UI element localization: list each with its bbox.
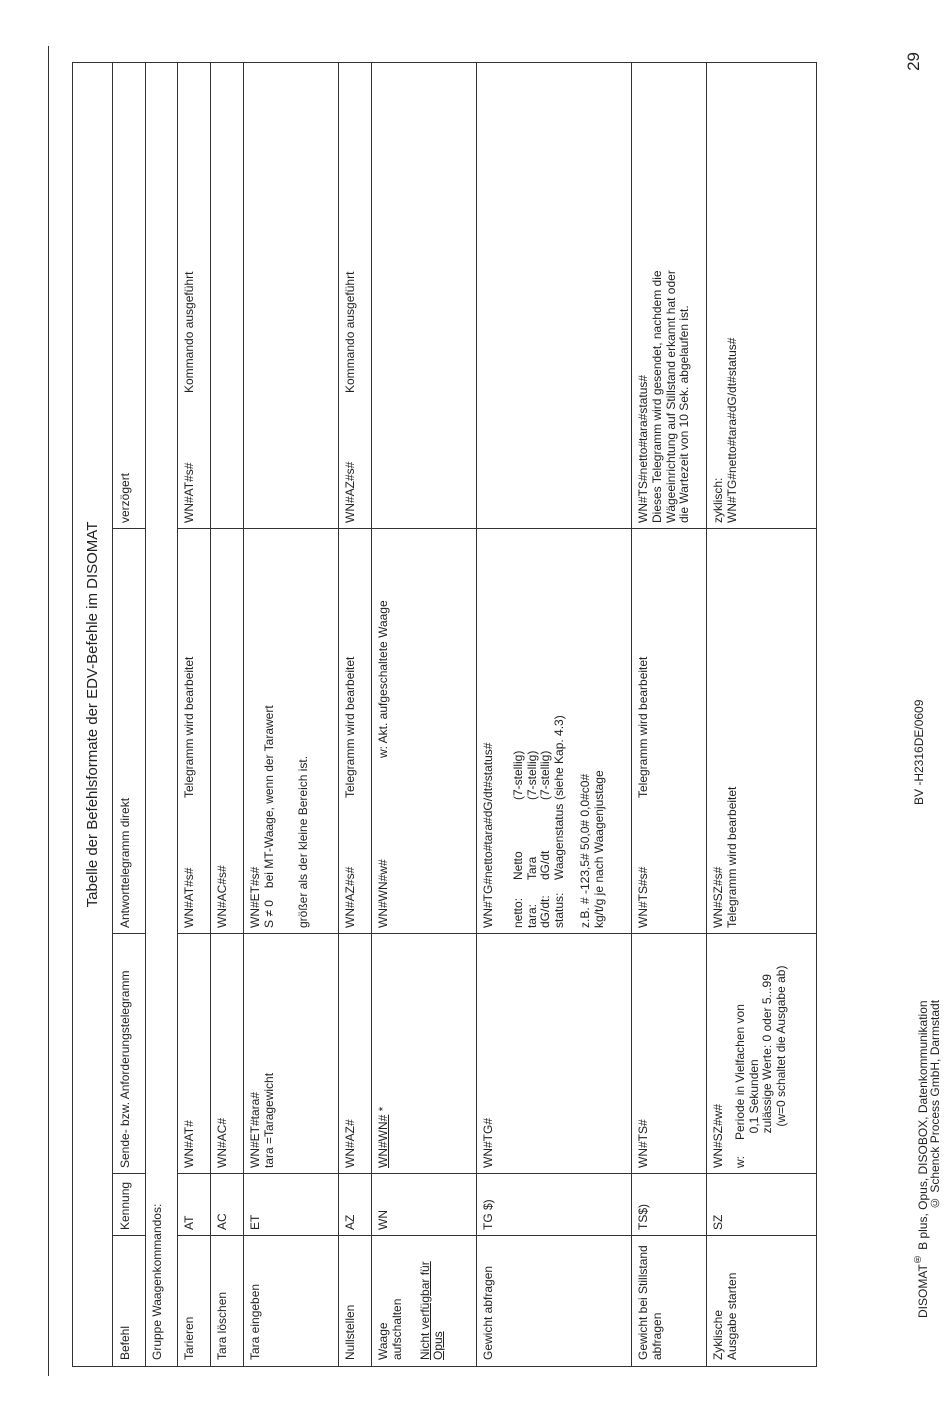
- direkt-et-1: WN#ET#s#: [248, 866, 262, 928]
- sende-tg: WN#TG#: [481, 1117, 495, 1168]
- sende-et-2: tara =Taragewicht: [261, 1072, 276, 1168]
- sende-wn-star: *: [376, 1106, 390, 1115]
- row-divider: [631, 63, 632, 1366]
- cell-direkt: [637, 535, 651, 928]
- cell-kennung: [377, 1180, 391, 1230]
- group-row: [151, 960, 165, 1360]
- cell-befehl: [712, 1242, 740, 1360]
- sende-sz-w2: 0,1 Sekunden: [746, 1059, 761, 1134]
- cell-sende: [482, 940, 496, 1168]
- field-note: (7-stellig): [510, 750, 525, 800]
- row-divider: [371, 63, 372, 1366]
- sende-sz-w4: (w=0 schaltet die Ausgabe ab): [774, 965, 789, 1127]
- grid: [112, 62, 817, 1367]
- kennung-ts: TS$): [636, 1203, 650, 1230]
- kennung-sz: SZ: [711, 1214, 725, 1230]
- cell-kennung: [482, 1180, 496, 1230]
- verz-note-at: Kommando ausgeführt: [182, 271, 196, 393]
- sende-sz: WN#SZ#w#: [711, 1103, 725, 1168]
- row-divider: [706, 63, 707, 1366]
- cell-befehl: [183, 1242, 197, 1360]
- sende-sz-w: w:: [732, 1156, 747, 1168]
- cell-befehl: [482, 1242, 496, 1360]
- sende-wn: WN#WN#: [376, 1114, 390, 1168]
- cell-verz: [183, 69, 197, 523]
- sende-at: WN#AT#: [182, 1120, 196, 1168]
- direkt-tg-ex1: z.B. # -123,5# 50,0# 0,0#c0#: [577, 773, 592, 928]
- field-val: dG/dt: [538, 850, 553, 880]
- header-antwort: Antworttelegramm direkt: [118, 797, 132, 928]
- direkt-et-2b: bei MT-Waage, wenn der Tarawert: [261, 705, 276, 889]
- verz-ts-1: WN#TS#netto#tara#status#: [636, 374, 650, 523]
- header-verzoegert-cell: [119, 69, 133, 523]
- cell-sende: [183, 940, 197, 1168]
- column-divider: [177, 1235, 816, 1236]
- left-margin-rule: [48, 46, 49, 1376]
- header-sende: Sende- bzw. Anforderungstelegramm: [118, 970, 132, 1168]
- field-note: (7-stellig): [538, 750, 553, 800]
- verz-az: WN#AZ#s#: [343, 461, 357, 523]
- verz-ts-3: Wägeeinrichtung auf Stillstand erkannt hat oder: [663, 270, 678, 523]
- befehl-waage-2: aufschalten: [389, 1298, 404, 1360]
- field-key: status:: [552, 892, 567, 928]
- verz-sz-2: WN#TG#netto#tara#dG/dt#status#: [724, 337, 739, 523]
- cell-direkt: [183, 535, 197, 928]
- header-befehl-cell: [119, 1242, 133, 1360]
- befehl-waage-4: Opus: [431, 1331, 446, 1360]
- column-divider: [113, 1235, 145, 1236]
- footer-product: DISOMAT: [916, 1263, 930, 1318]
- kennung-at: AT: [182, 1215, 196, 1230]
- befehl-tara-loeschen: Tara löschen: [215, 1291, 229, 1360]
- befehl-gewicht: Gewicht abfragen: [481, 1265, 495, 1360]
- row-divider: [476, 63, 477, 1366]
- befehl-waage-3: Nicht verfügbar für: [417, 1261, 432, 1360]
- cell-sende: [249, 940, 277, 1168]
- column-divider: [113, 933, 145, 934]
- cell-direkt: [216, 535, 230, 928]
- kennung-et: ET: [248, 1214, 262, 1230]
- row-divider: [145, 63, 146, 1366]
- footer-registered-mark: ®: [912, 1252, 923, 1264]
- row-divider: [338, 63, 339, 1366]
- cell-direkt: [344, 535, 358, 928]
- cell-direkt: [377, 535, 391, 928]
- kennung-ac: AC: [215, 1213, 229, 1230]
- direkt-tg-ex2: kg/t/g je nach Waagenjustage: [591, 770, 606, 928]
- cell-befehl: [249, 1242, 263, 1360]
- kennung-az: AZ: [343, 1214, 357, 1230]
- cell-befehl: [216, 1242, 230, 1360]
- verz-at: WN#AT#s#: [182, 462, 196, 523]
- column-divider: [113, 528, 145, 529]
- title-label: Tabelle der Befehlsformate der EDV-Befehle im DISOMAT: [84, 521, 101, 908]
- direkt-az: WN#AZ#s#: [343, 866, 357, 928]
- field-val: Tara: [524, 856, 539, 880]
- cell-sende: [712, 940, 789, 1168]
- verz-ts-2: Dieses Telegramm wird gesendet, nachdem die: [649, 270, 664, 523]
- sende-et-1: WN#ET#tara#: [248, 1091, 262, 1168]
- field-note: (7-stellig): [524, 750, 539, 800]
- kennung-tg: TG $): [481, 1199, 495, 1230]
- cell-kennung: [344, 1180, 358, 1230]
- page-number: 29: [904, 52, 923, 71]
- sende-az: WN#AZ#: [343, 1119, 357, 1168]
- cell-befehl: [637, 1242, 665, 1360]
- field-val: Netto: [510, 851, 525, 880]
- header-kennung-cell: [119, 1180, 133, 1230]
- cell-sende: [637, 940, 651, 1168]
- befehl-tara-eingeben: Tara eingeben: [248, 1283, 262, 1360]
- column-divider: [177, 528, 816, 529]
- column-divider: [177, 933, 816, 934]
- cell-sende: [377, 940, 391, 1168]
- cell-verz: [344, 69, 358, 523]
- direkt-note-at: Telegramm wird bearbeitet: [182, 656, 196, 798]
- field-val: Waagenstatus: [552, 803, 567, 880]
- sende-sz-w3: zulässige Werte: 0 oder 5...99: [760, 974, 775, 1134]
- cell-verz: [712, 69, 740, 523]
- direkt-note-ts: Telegramm wird bearbeitet: [636, 656, 650, 798]
- field-key: dG/dt:: [538, 895, 553, 928]
- befehl-waage-1: Waage: [376, 1322, 390, 1360]
- kennung-wn: WN: [376, 1210, 390, 1230]
- header-kennung: Kennung: [118, 1181, 132, 1230]
- footer-copyright: © Schenck Process GmbH, Darmstadt: [928, 1000, 942, 1211]
- field-key: netto:: [510, 897, 525, 928]
- table-wrapper: [72, 62, 817, 1367]
- cell-verz: [637, 69, 692, 523]
- header-sende-cell: [119, 940, 133, 1168]
- group-label: Gruppe Waagenkommandos:: [150, 1203, 164, 1360]
- cell-kennung: [637, 1180, 651, 1230]
- cell-kennung: [216, 1180, 230, 1230]
- column-divider: [113, 1173, 145, 1174]
- direkt-ts: WN#TS#s#: [636, 866, 650, 928]
- direkt-et-2a: S ≠ 0: [261, 900, 276, 928]
- title-cell: [72, 62, 112, 1367]
- cell-kennung: [712, 1180, 726, 1230]
- befehl-stillstand-2: abfragen: [649, 1312, 664, 1360]
- footer-product-rest: B plus, Opus, DISOBOX, Datenkommunikation: [916, 1000, 930, 1253]
- row-divider: [177, 63, 178, 1366]
- sende-ts: WN#TS#: [636, 1119, 650, 1168]
- cell-kennung: [183, 1180, 197, 1230]
- verz-ts-4: die Wartezeit von 10 Sek. abgelaufen ist.: [677, 305, 692, 523]
- cell-direkt: [482, 535, 607, 928]
- befehl-stillstand-1: Gewicht bei Stillstand: [636, 1245, 650, 1360]
- cell-befehl: [344, 1242, 358, 1360]
- direkt-wn: WN#WN#w#: [376, 859, 390, 928]
- cell-befehl: [377, 1242, 446, 1360]
- direkt-ac: WN#AC#s#: [215, 865, 229, 928]
- direkt-note-az: Telegramm wird bearbeitet: [343, 656, 357, 798]
- befehl-zyklisch-1: Zyklische: [711, 1309, 725, 1360]
- cell-direkt: [712, 535, 740, 928]
- befehl-zyklisch-2: Ausgabe starten: [724, 1272, 739, 1360]
- direkt-sz-2: Telegramm wird bearbeitet: [724, 786, 739, 928]
- befehl-nullstellen: Nullstellen: [343, 1304, 357, 1360]
- direkt-tg-1: WN#TG#netto#tara#dG/dt#status#: [481, 742, 495, 928]
- befehl-tarieren: Tarieren: [182, 1316, 196, 1360]
- footer-doc-id: BV -H2316DE/0609: [912, 700, 926, 806]
- cell-kennung: [249, 1180, 263, 1230]
- verz-note-az: Kommando ausgeführt: [343, 271, 357, 393]
- verz-sz-1: zyklisch:: [711, 477, 725, 523]
- sende-ac: WN#AC#: [215, 1117, 229, 1168]
- field-note: (siehe Kap. 4.3): [552, 715, 567, 800]
- cell-direkt: [249, 535, 310, 928]
- sende-sz-w1: Periode in Vielfachen von: [732, 1004, 747, 1140]
- cell-sende: [344, 940, 358, 1168]
- header-verzoegert: verzögert: [118, 472, 132, 523]
- header-antwort-cell: [119, 535, 133, 928]
- direkt-at: WN#AT#s#: [182, 867, 196, 928]
- column-divider: [177, 1173, 816, 1174]
- direkt-et-3: größer als der kleine Bereich ist.: [295, 755, 310, 928]
- direkt-note-wn: w: Akt. aufgeschaltete Waage: [376, 600, 390, 758]
- cell-sende: [216, 940, 230, 1168]
- row-divider: [210, 63, 211, 1366]
- header-befehl: Befehl: [118, 1325, 132, 1360]
- direkt-sz-1: WN#SZ#s#: [711, 866, 725, 928]
- field-key: tara:: [524, 903, 539, 928]
- row-divider: [243, 63, 244, 1366]
